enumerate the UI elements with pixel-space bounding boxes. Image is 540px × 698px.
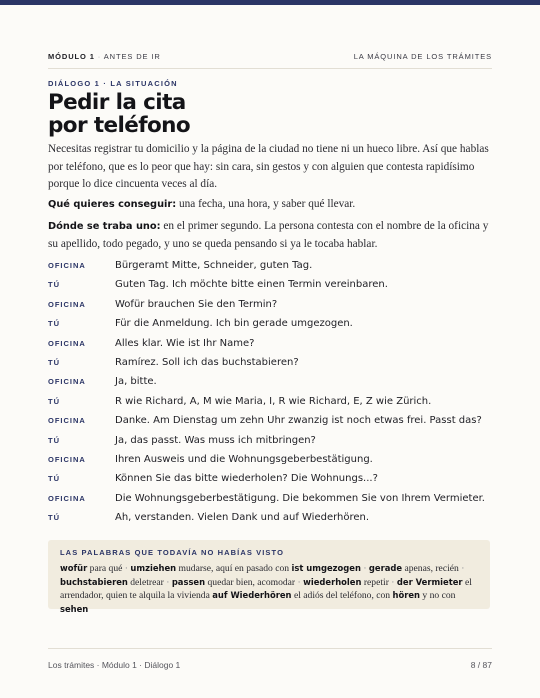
trouble-text: en el primer segundo. La persona contesta con el nombre de la oficina y su apellido, todo pegado, y uno se queda pensando si ya le tocaba hablar. <box>48 220 489 250</box>
vocabulary-title: LAS PALABRAS QUE TODAVÍA NO HABÍAS VISTO <box>60 548 285 557</box>
dialog-line <box>48 454 494 473</box>
dialog-line <box>48 299 494 318</box>
goal-text: una fecha, una hora, y saber qué llevar. <box>178 198 356 210</box>
vocab-word: hören <box>392 590 421 601</box>
vocab-word: ist umgezogen <box>291 563 361 573</box>
dialog-utterance: Bürgeramt Mitte, Schneider, guten Tag. <box>115 260 313 271</box>
footer-breadcrumb: Los trámites · Módulo 1 · Diálogo 1 <box>48 660 181 670</box>
speaker-label: OFICINA <box>48 261 86 270</box>
vocab-word: sehen <box>60 603 89 614</box>
speaker-label: OFICINA <box>48 416 86 426</box>
footer-divider <box>48 648 492 649</box>
page-title <box>48 91 348 137</box>
dialog-line <box>48 338 494 357</box>
dialog-utterance: Alles klar. Wie ist Ihr Name? <box>115 337 255 349</box>
vocab-gloss: el adiós del teléfono, con <box>293 590 391 602</box>
vocab-gloss: y no con <box>422 590 456 602</box>
dialog-utterance: Wofür brauchen Sie den Termin? <box>115 298 278 310</box>
speaker-label: TÚ <box>48 357 60 367</box>
goal-label: Qué quieres conseguir: <box>48 199 177 210</box>
vocab-word: wofür <box>60 563 88 573</box>
dialog-utterance: Die Wohnungsgeberbestätigung. Die bekommen Sie von Ihrem Vermieter. <box>115 492 485 504</box>
speaker-label: OFICINA <box>48 493 86 503</box>
dialog-utterance: Ihren Ausweis und die Wohnungsgeberbestätigung. <box>115 453 373 465</box>
dialog-line <box>48 512 494 531</box>
vocab-word: auf Wiederhören <box>212 590 292 601</box>
vocab-gloss: para qué <box>89 563 123 574</box>
vocabulary-box <box>48 540 490 614</box>
dialog-line <box>48 376 494 395</box>
dialog-line <box>48 415 494 434</box>
speaker-label: TÚ <box>48 396 60 406</box>
dialog-utterance: Danke. Am Dienstag um zehn Uhr zwanzig ist noch etwas frei. Passt das? <box>115 415 482 427</box>
dialog-utterance: Ah, verstanden. Vielen Dank und auf Wiederhören. <box>115 512 370 524</box>
header-divider <box>48 68 492 69</box>
vocab-word: passen <box>171 576 206 587</box>
speaker-label: TÚ <box>48 319 60 329</box>
speaker-label: TÚ <box>48 435 60 445</box>
dialog-utterance: Ja, das passt. Was muss ich mitbringen? <box>115 434 316 446</box>
dialog-line <box>48 318 494 337</box>
vocab-word: wiederholen <box>303 576 362 587</box>
vocab-gloss: quedar bien, acomodar <box>207 576 296 588</box>
vocab-gloss: apenas, recién <box>404 563 459 574</box>
dialog-line <box>48 357 494 376</box>
dialog-transcript <box>48 260 494 531</box>
vocab-word: gerade <box>368 563 403 573</box>
vocab-gloss: mudarse, aquí en pasado con <box>178 563 290 574</box>
dialog-utterance: Für die Anmeldung. Ich bin gerade umgezogen. <box>115 318 353 330</box>
section-kicker: DIÁLOGO 1 · LA SITUACIÓN <box>48 79 178 88</box>
dialog-line <box>48 260 494 279</box>
goal-paragraph <box>48 196 494 214</box>
dialog-line <box>48 435 494 454</box>
vocab-word: umziehen <box>130 563 177 573</box>
module-sublabel: ANTES DE IR <box>103 52 161 61</box>
title-line-1: Pedir la cita <box>48 90 186 115</box>
page-number: 8 / 87 <box>470 660 492 670</box>
vocab-gloss: el arrendador, quien te alquila la vivienda <box>60 576 472 602</box>
dialog-line <box>48 396 494 415</box>
trouble-paragraph <box>48 218 494 253</box>
intro-paragraph: Necesitas registrar tu domicilio y la página de la ciudad no tiene ni un hueco libre. Así que hablas por teléfono, que es lo peor que hay: sin cara, sin gestos y con alguien que contesta rapidísimo porque lo dice cincuenta veces al día. <box>48 143 489 190</box>
speaker-label: OFICINA <box>48 338 86 348</box>
title-line-2: por teléfono <box>48 113 191 138</box>
dialog-utterance: Guten Tag. Ich möchte bitte einen Termin vereinbaren. <box>115 279 388 291</box>
dialog-utterance: R wie Richard, A, M wie Maria, I, R wie Richard, E, Z wie Zürich. <box>115 395 432 407</box>
speaker-label: TÚ <box>48 474 60 484</box>
running-footer <box>48 660 492 670</box>
header-section: LA MÁQUINA DE LOS TRÁMITES <box>353 52 492 61</box>
running-header <box>48 52 492 61</box>
speaker-label: OFICINA <box>48 454 86 464</box>
speaker-label: OFICINA <box>48 299 86 309</box>
dialog-line <box>48 473 494 492</box>
vocab-gloss: repetir <box>363 576 389 588</box>
vocabulary-list: wofür para qué · umziehen mudarse, aquí en pasado con ist umgezogen · gerade apenas, recién · buchstabieren deletrear · passen quedar bien, acomodar · wiederholen repetir · der Vermieter el arrendador, quien te alquila la vivienda auf Wiederhören el adiós del teléfono, con hören y no con sehen <box>60 563 472 614</box>
speaker-label: TÚ <box>48 280 60 290</box>
trouble-label: Dónde se traba uno: <box>48 221 161 232</box>
vocab-gloss: deletrear <box>130 576 164 588</box>
dialog-line <box>48 493 494 512</box>
vocab-word: der Vermieter <box>396 576 463 587</box>
dialog-utterance: Ja, bitte. <box>115 376 157 388</box>
speaker-label: OFICINA <box>48 377 86 387</box>
dialog-utterance: Können Sie das bitte wiederholen? Die Wohnungs...? <box>115 473 378 485</box>
dialog-line <box>48 279 494 298</box>
header-module: MÓDULO 1 · ANTES DE IR <box>48 52 161 61</box>
module-label: MÓDULO 1 <box>48 52 95 61</box>
speaker-label: TÚ <box>48 513 60 523</box>
dialog-utterance: Ramírez. Soll ich das buchstabieren? <box>115 356 299 368</box>
top-accent-bar <box>0 0 540 5</box>
vocab-word: buchstabieren <box>60 576 128 587</box>
